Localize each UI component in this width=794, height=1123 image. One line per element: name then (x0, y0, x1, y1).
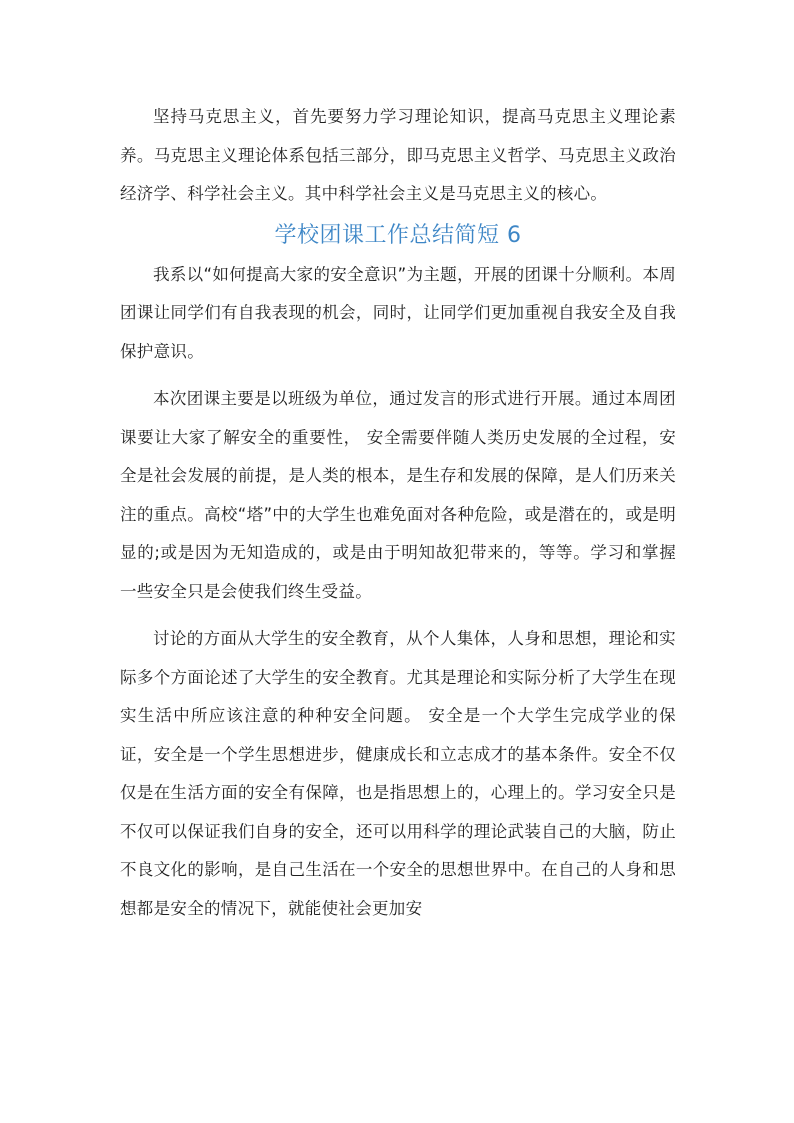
section-title: 学校团课工作总结简短 6 (274, 222, 522, 248)
document-page (120, 98, 676, 937)
intro-paragraph: 坚持马克思主义，首先要努力学习理论知识，提高马克思主义理论素养。马克思主义理论体系包括三部分，即马克思主义哲学、马克思主义政治经济学、科学社会主义。其中科学社会主义是马克思主义的核心。 (120, 107, 676, 203)
section-paragraph-1: 我系以“如何提高大家的安全意识”为主题，开展的团课十分顺利。本周团课让同学们有自我表现的机会，同时，让同学们更加重视自我安全及自我保护意识。 (120, 264, 676, 361)
document-section (120, 216, 676, 929)
section-paragraph-3: 讨论的方面从大学生的安全教育，从个人集体，人身和思想，理论和实际多个方面论述了大学生的安全教育。尤其是理论和实际分析了大学生在现实生活中所应该注意的种种安全问题。 安全是一个大学生完成学业的保证，安全是一个学生思想进步，健康成长和立志成才的基本条件。安全不仅仅是在生活方面的安全有保障，也是指思想上的，心理上的。学习安全只是不仅可以保证我们自身的安全，还可以用科学的理论武装自己的大脑，防止不良文化的影响，是自己生活在一个安全的思想世界中。在自己的人身和思想都是安全的情况下，就能使社会更加安 (120, 629, 676, 918)
section-paragraph-2: 本次团课主要是以班级为单位，通过发言的形式进行开展。通过本周团课要让大家了解安全的重要性， 安全需要伴随人类历史发展的全过程，安全是社会发展的前提，是人类的根本，是生存和发展的保障，是人们历来关注的重点。高校“塔”中的大学生也难免面对各种危险，或是潜在的，或是明显的;或是因为无知造成的，或是由于明知故犯带来的，等等。学习和掌握一些安全只是会使我们终生受益。 (120, 389, 676, 601)
